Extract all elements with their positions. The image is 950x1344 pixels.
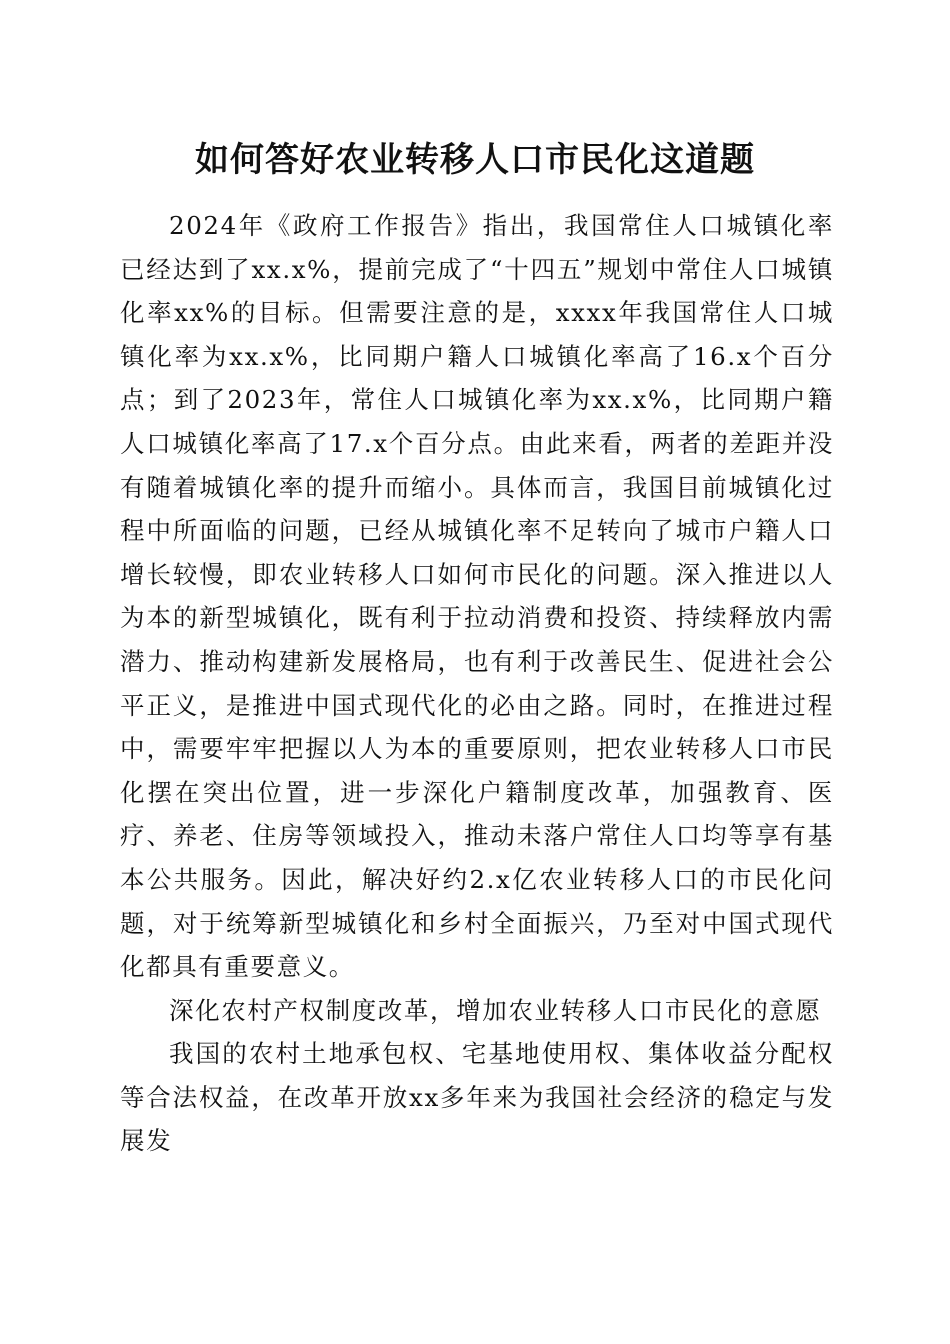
body-paragraph-2: 我国的农村土地承包权、宅基地使用权、集体收益分配权等合法权益，在改革开放xx多年来为我国社会经济的稳定与发展发	[120, 1039, 834, 1156]
document-title: 如何答好农业转移人口市民化这道题	[195, 140, 755, 180]
body-paragraph-1: 2024年《政府工作报告》指出，我国常住人口城镇化率已经达到了xx.x%，提前完成了“十四五”规划中常住人口城镇化率xx%的目标。但需要注意的是，xxxx年我国常住人口城镇化率为xx.x%，比同期户籍人口城镇化率高了16.x个百分点；到了2023年，常住人口城镇化率为xx.x%，比同期户籍人口城镇化率高了17.x个百分点。由此来看，两者的差距并没有随着城镇化率的提升而缩小。具体而言，我国目前城镇化过程中所面临的问题，已经从城镇化率不足转向了城市户籍人口增长较慢，即农业转移人口如何市民化的问题。深入推进以人为本的新型城镇化，既有利于拉动消费和投资、持续释放内需潜力、推动构建新发展格局，也有利于改善民生、促进社会公平正义，是推进中国式现代化的必由之路。同时，在推进过程中，需要牢牢把握以人为本的重要原则，把农业转移人口市民化摆在突出位置，进一步深化户籍制度改革，加强教育、医疗、养老、住房等领域投入，推动未落户常住人口均等享有基本公共服务。因此，解决好约2.x亿农业转移人口的市民化问题，对于统筹新型城镇化和乡村全面振兴，乃至对中国式现代化都具有重要意义。	[120, 211, 834, 982]
section-heading: 深化农村产权制度改革，增加农业转移人口市民化的意愿	[169, 995, 822, 1025]
document-body	[120, 204, 834, 1163]
